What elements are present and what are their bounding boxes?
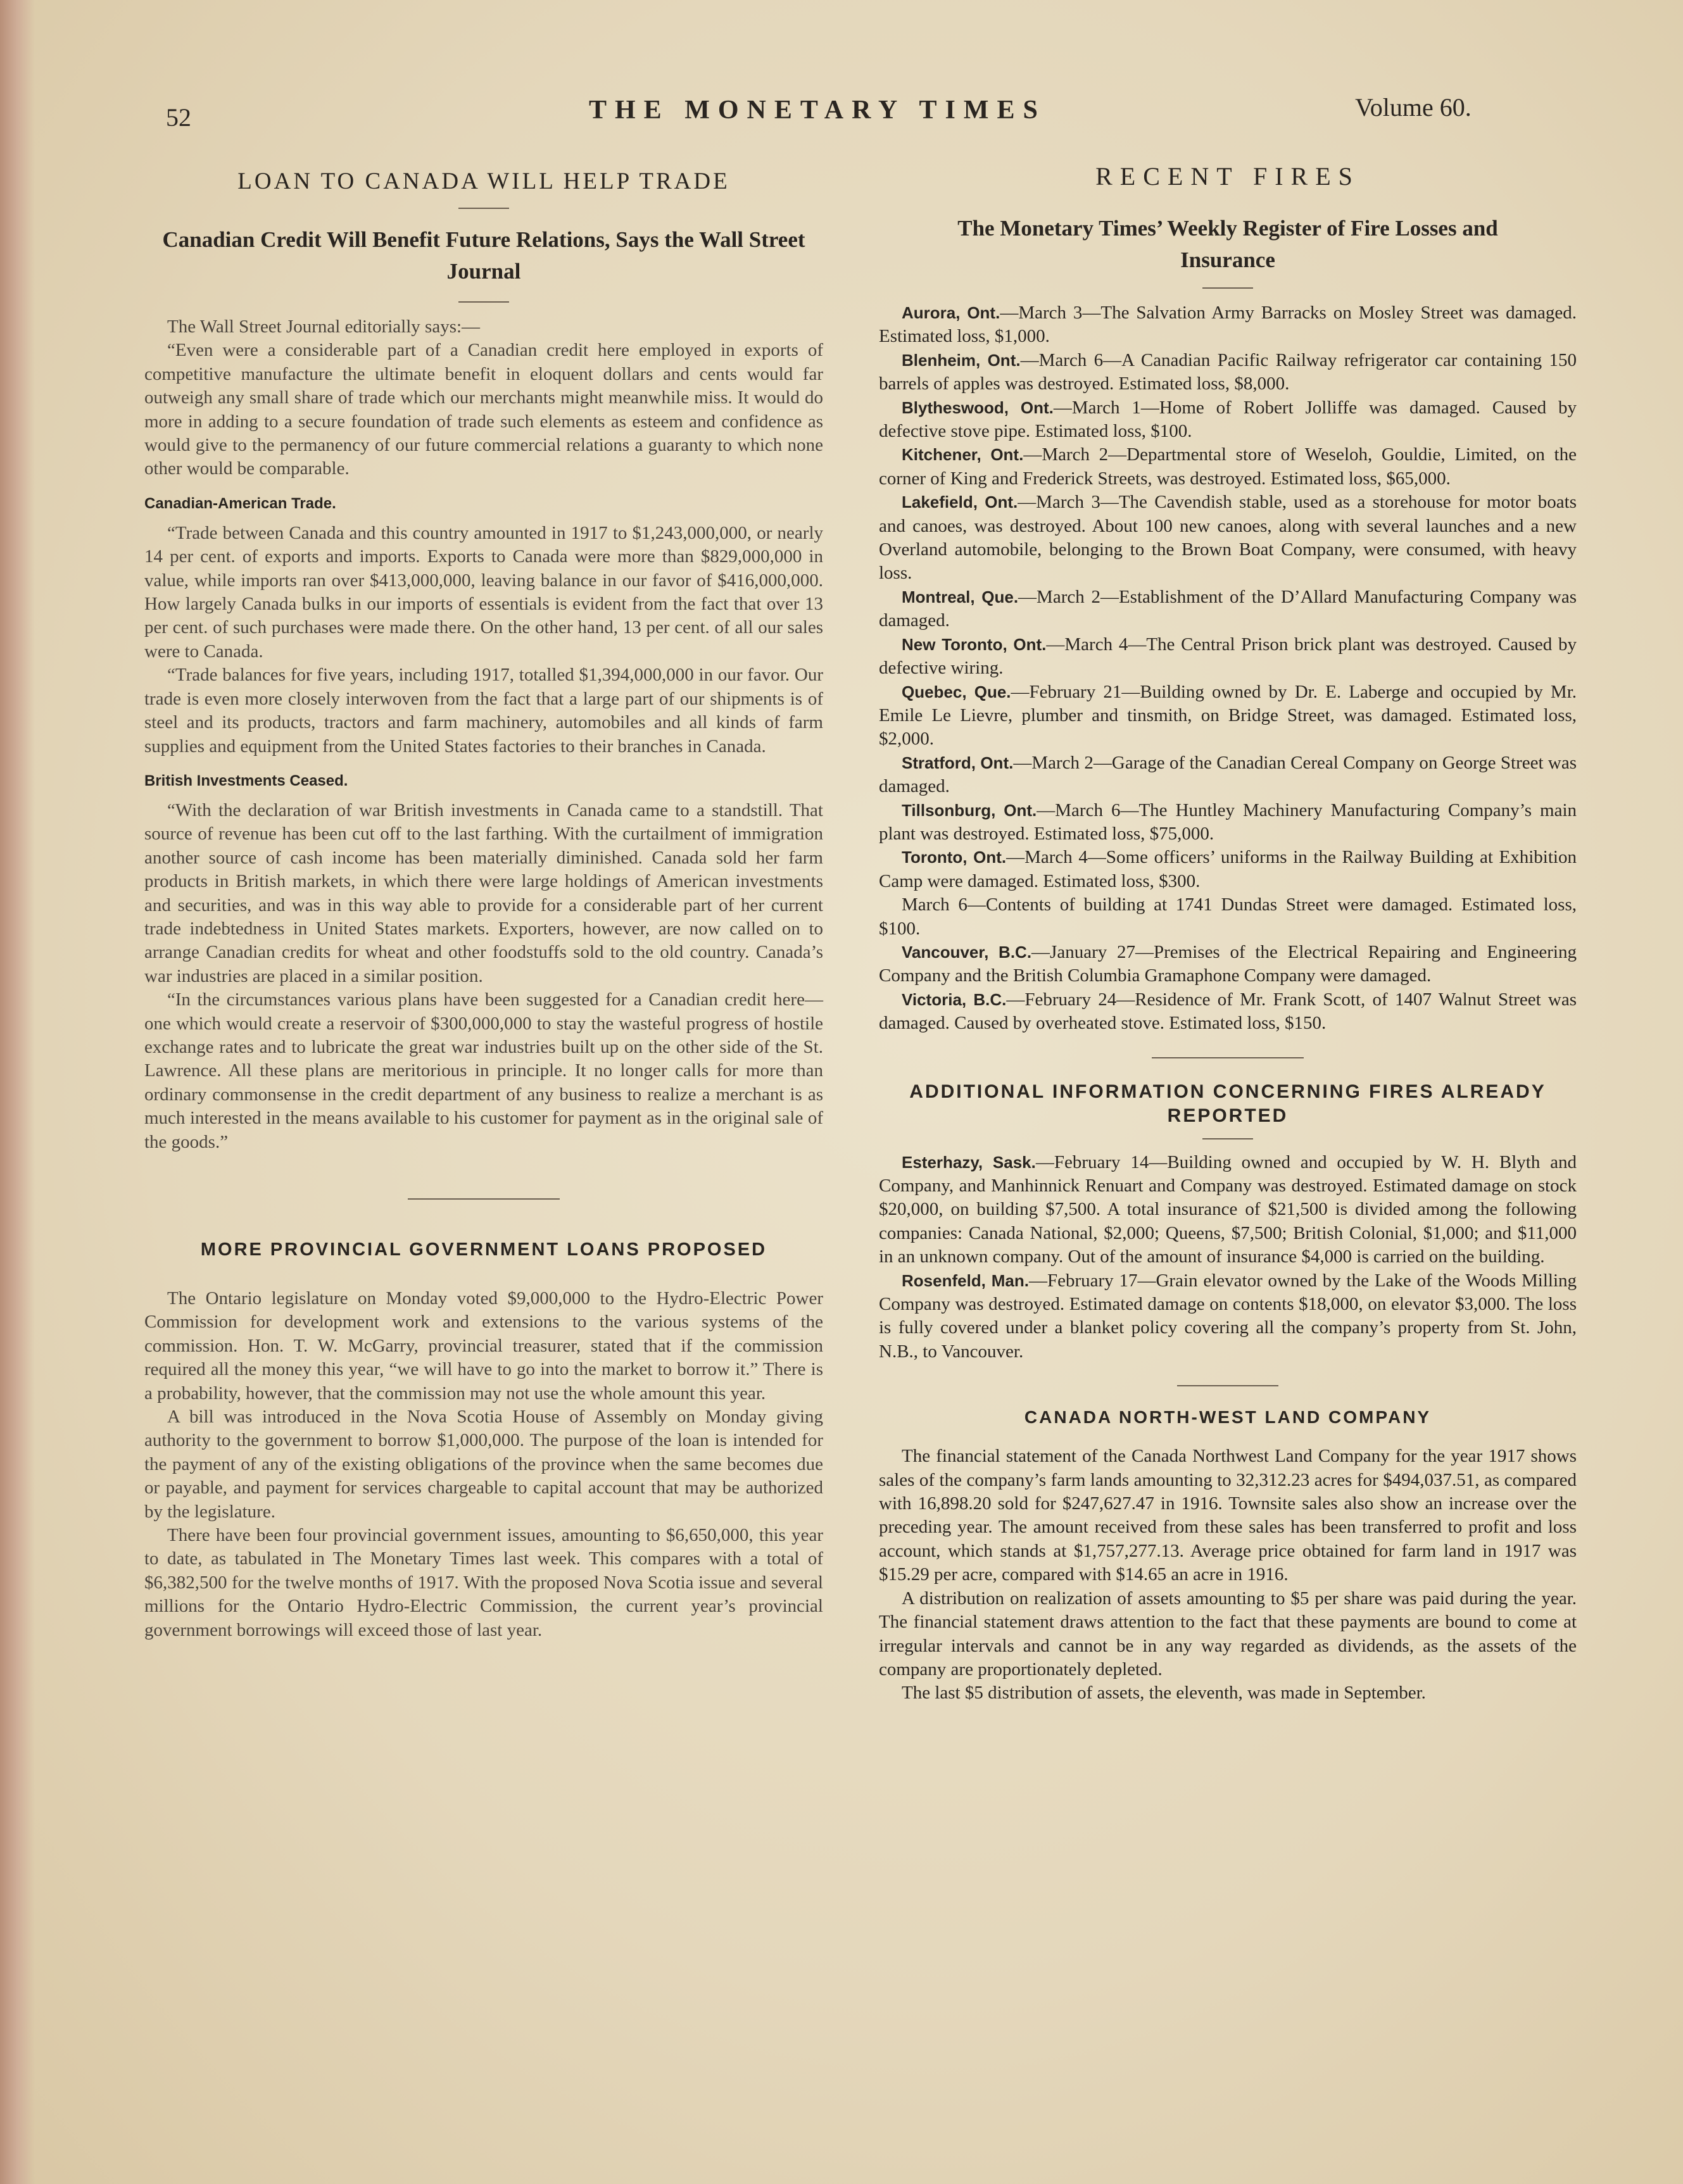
article-provincial-loans xyxy=(144,1238,823,1642)
entry-place: Vancouver, B.C. xyxy=(902,942,1032,962)
fire-entry xyxy=(879,301,1577,349)
entry-text: —February 21—Building owned by Dr. E. Laberge and occupied by Mr. Emile Le Lievre, plumber and tinsmith, on Bridge Street, was damaged. Estimated loss, $2,000. xyxy=(879,681,1577,750)
divider xyxy=(1202,287,1253,289)
fire-entry xyxy=(879,443,1577,491)
article-paragraph: There have been four provincial government issues, amounting to $6,650,000, this year to date, as tabulated in The Monetary Times last week. This compares with a total of $6,382,500 for the twelve months of 1917. With the proposed Nova Scotia issue and several millions for the Ontario Hydro-Electric Commission, the current year’s provincial government borrowings will exceed those of last year. xyxy=(144,1525,823,1640)
article-headline: ADDITIONAL INFORMATION CONCERNING FIRES ALREADY REPORTED xyxy=(909,1081,1546,1126)
entry-text: March 6—Contents of building at 1741 Dundas Street were damaged. Estimated loss, $100. xyxy=(879,894,1577,939)
page-edge-shadow xyxy=(0,0,35,2184)
fire-entry xyxy=(879,396,1577,444)
volume-label: Volume 60. xyxy=(1355,93,1472,122)
article-subhead: The Monetary Times’ Weekly Register of Fire Losses and Insurance xyxy=(957,216,1498,272)
fire-entry xyxy=(879,846,1577,893)
entry-text: —February 14—Building owned and occupied by W. H. Blyth and Company, and Manhinnick Renuart and Company was destroyed. Estimated damage on stock $20,000, on building $7,500. A total insurance of $21,500 is divided among the following companies: Canada National, $2,000; Queens, $7,500; British Colonial, $1,000; and $11,000 in an unknown company. Out of the amount of insurance $4,000 is carried on the building. xyxy=(879,1152,1577,1267)
entry-place: Kitchener, Ont. xyxy=(902,445,1024,465)
entry-place: Quebec, Que. xyxy=(902,682,1011,701)
running-header xyxy=(0,89,1683,139)
article-paragraph: The Ontario legislature on Monday voted $9,000,000 to the Hydro-Electric Power Commission for development work and extensions to the various systems of the commission. Hon. T. W. McGarry, provincial treasurer, stated that if the commission required all the money this year, “we will have to go into the market to borrow it.” There is a probability, however, that the commission may not use the whole amount this year. xyxy=(144,1288,823,1403)
entry-text: —March 6—The Huntley Machinery Manufacturing Company’s main plant was destroyed. Estimated loss, $75,000. xyxy=(879,800,1577,844)
entry-place: Blenheim, Ont. xyxy=(902,350,1021,370)
entry-text: —March 4—The Central Prison brick plant was destroyed. Caused by defective wiring. xyxy=(879,634,1577,679)
article-paragraph: The last $5 distribution of assets, the eleventh, was made in September. xyxy=(902,1683,1426,1704)
entry-text: —March 2—Garage of the Canadian Cereal Company on George Street was damaged. xyxy=(879,752,1577,797)
entry-text: —March 2—Departmental store of Weseloh, Gouldie, Limited, on the corner of King and Frederick Streets, was destroyed. Estimated loss, $65,000. xyxy=(879,444,1577,489)
entry-text: —March 1—Home of Robert Jolliffe was damaged. Caused by defective stove pipe. Estimated loss, $100. xyxy=(879,397,1577,442)
article-paragraph: “Even were a considerable part of a Canadian credit here employed in exports of competitive manufacture the ultimate benefit in eloquent dollars and cents would far outweigh any small share of trade which our merchants might meanwhile miss. It would do more in adding to a secure foundation of trade such elements as esteem and confidence as would give to the permanency of our future commercial relations a guaranty to which none other would be comparable. xyxy=(144,340,823,479)
fire-entry xyxy=(879,799,1577,846)
article-loan-to-canada xyxy=(144,168,823,1154)
article-headline: LOAN TO CANADA WILL HELP TRADE xyxy=(237,168,730,194)
entry-text: —March 3—The Salvation Army Barracks on Mosley Street was damaged. Estimated loss, $1,000. xyxy=(879,303,1577,347)
entry-text: —January 27—Premises of the Electrical Repairing and Engineering Company and the British Columbia Gramaphone Company were damaged. xyxy=(879,941,1577,986)
entry-place: Toronto, Ont. xyxy=(902,848,1007,867)
fire-entry xyxy=(879,349,1577,396)
entry-place: Lakefield, Ont. xyxy=(902,493,1018,512)
entry-text: —March 2—Establishment of the D’Allard Manufacturing Company was damaged. xyxy=(879,586,1577,631)
fire-entry xyxy=(879,893,1577,941)
right-column xyxy=(879,161,1577,1705)
article-paragraph: “Trade between Canada and this country amounted in 1917 to $1,243,000,000, or nearly 14 per cent. of exports and imports. Exports to Canada were more than $829,000,000 in value, while imports ran over $413,000,000, leaving balance in our favor of $416,000,000. How largely Canada bulks in our imports of essentials is evident from the fact that over 13 per cent. of such purchases were made there. On the other hand, 13 per cent. of all our sales were to Canada. xyxy=(144,522,823,662)
article-headline: RECENT FIRES xyxy=(1095,162,1360,191)
fire-entry xyxy=(879,681,1577,751)
article-paragraph: “With the declaration of war British investments in Canada came to a standstill. That source of revenue has been cut off to the last farthing. With the curtailment of immigration another source of cash income has been materially diminished. Canada sold her farm products in British markets, in which there were large holdings of American investments and securities, and was in this way able to provide for a considerable part of her current trade indebtedness in United States markets. Exporters, however, are now called on to arrange Canadian credits for wheat and other foodstuffs sold to the old country. Canada’s war industries are placed in a similar position. xyxy=(144,800,823,986)
entry-place: Esterhazy, Sask. xyxy=(902,1152,1036,1172)
article-paragraph: “Trade balances for five years, including 1917, totalled $1,394,000,000 in our favor. Our trade is even more closely interwoven from the fact that a large part of our shipments is of steel and its products, tractors and farm machinery, automobiles and all kinds of farm supplies and equipment from the United States factories to their branches in Canada. xyxy=(144,665,823,756)
fire-entry xyxy=(879,633,1577,681)
fire-entry xyxy=(879,941,1577,988)
divider xyxy=(458,301,509,303)
entry-place: Blytheswood, Ont. xyxy=(902,398,1054,417)
article-paragraph: A bill was introduced in the Nova Scotia House of Assembly on Monday giving authority to the government to borrow $1,000,000. The purpose of the loan is intended for the payment of any of the existing obligations of the province when the same becomes due or payable, and payment for services chargeable to capital account that may be authorized by the legislature. xyxy=(144,1407,823,1522)
divider xyxy=(1202,1138,1253,1139)
entry-text: —March 3—The Cavendish stable, used as a storehouse for motor boats and canoes, was destroyed. About 100 new canoes, along with several launches and a new Overland automobile, belonging to the Brown Boat Company, were consumed, with heavy loss. xyxy=(879,492,1577,584)
article-paragraph: “In the circumstances various plans have been suggested for a Canadian credit here—one which would create a reservoir of $300,000,000 to stay the wasteful progress of hostile exchange rates and to lubricate the great war industries built up on the other side of the St. Lawrence. All these plans are meritorious in principle. It no longer calls for more than ordinary commonsense in the credit department of any business to realize a merchant is as much interested in the means available to his customer for payment as in the original sale of the goods.” xyxy=(144,989,823,1152)
section-heading: British Investments Ceased. xyxy=(144,772,348,789)
fire-entry xyxy=(879,1151,1577,1269)
entry-place: Montreal, Que. xyxy=(902,587,1019,606)
entry-place: Tillsonburg, Ont. xyxy=(902,800,1037,820)
fire-entry xyxy=(879,586,1577,633)
article-subhead: Canadian Credit Will Benefit Future Relations, Says the Wall Street Journal xyxy=(162,227,805,284)
article-headline: MORE PROVINCIAL GOVERNMENT LOANS PROPOSED xyxy=(200,1239,767,1260)
fire-entry xyxy=(879,1269,1577,1364)
entry-place: Stratford, Ont. xyxy=(902,753,1014,772)
section-heading: Canadian-American Trade. xyxy=(144,494,336,512)
entry-place: Victoria, B.C. xyxy=(902,989,1007,1009)
page-number: 52 xyxy=(166,103,191,132)
fire-entry xyxy=(879,751,1577,799)
left-column xyxy=(144,161,823,1642)
entry-text: —March 6—A Canadian Pacific Railway refrigerator car containing 150 barrels of apples was destroyed. Estimated loss, $8,000. xyxy=(879,349,1577,394)
section-divider xyxy=(1152,1057,1304,1058)
publication-title: THE MONETARY TIMES xyxy=(589,96,1046,125)
fire-entry xyxy=(879,988,1577,1036)
entry-place: New Toronto, Ont. xyxy=(902,634,1047,654)
divider xyxy=(458,208,509,209)
article-additional-information xyxy=(879,1080,1577,1364)
entry-place: Aurora, Ont. xyxy=(902,303,1000,322)
article-paragraph: A distribution on realization of assets amounting to $5 per share was paid during the year. The financial statement draws attention to the fact that these payments are bound to come at irregular intervals and cannot be in any way regarded as dividends, as the assets of the company are proportionately depleted. xyxy=(879,1588,1577,1679)
entry-text: —February 24—Residence of Mr. Frank Scott, of 1407 Walnut Street was damaged. Caused by overheated stove. Estimated loss, $150. xyxy=(879,989,1577,1034)
entry-text: —February 17—Grain elevator owned by the Lake of the Woods Milling Company was destroyed. Estimated damage on contents $18,000, on elevator $3,000. The loss is fully covered under a blanket policy covering all the company’s property from St. John, N.B., to Vancouver. xyxy=(879,1270,1577,1362)
article-intro: The Wall Street Journal editorially says:— xyxy=(167,317,481,337)
article-canada-north-west xyxy=(879,1405,1577,1705)
fire-entry xyxy=(879,491,1577,586)
article-headline: CANADA NORTH-WEST LAND COMPANY xyxy=(1024,1407,1432,1428)
section-divider xyxy=(1177,1385,1278,1386)
section-divider xyxy=(408,1198,560,1200)
entry-place: Rosenfeld, Man. xyxy=(902,1271,1029,1290)
article-recent-fires xyxy=(879,161,1577,1036)
article-paragraph: The financial statement of the Canada Northwest Land Company for the year 1917 shows sales of the company’s farm lands amounting to 32,312.23 acres for $494,037.51, as compared with 16,898.20 sold for $247,627.47 in 1916. Townsite sales also show an increase over the preceding year. The amount received from these sales has been transferred to profit and loss account, which stands at $1,757,277.13. Average price obtained for farm land in 1917 was $15.29 per acre, compared with $14.65 an acre in 1916. xyxy=(879,1446,1577,1585)
entry-text: —March 4—Some officers’ uniforms in the Railway Building at Exhibition Camp were damaged. Estimated loss, $300. xyxy=(879,847,1577,891)
